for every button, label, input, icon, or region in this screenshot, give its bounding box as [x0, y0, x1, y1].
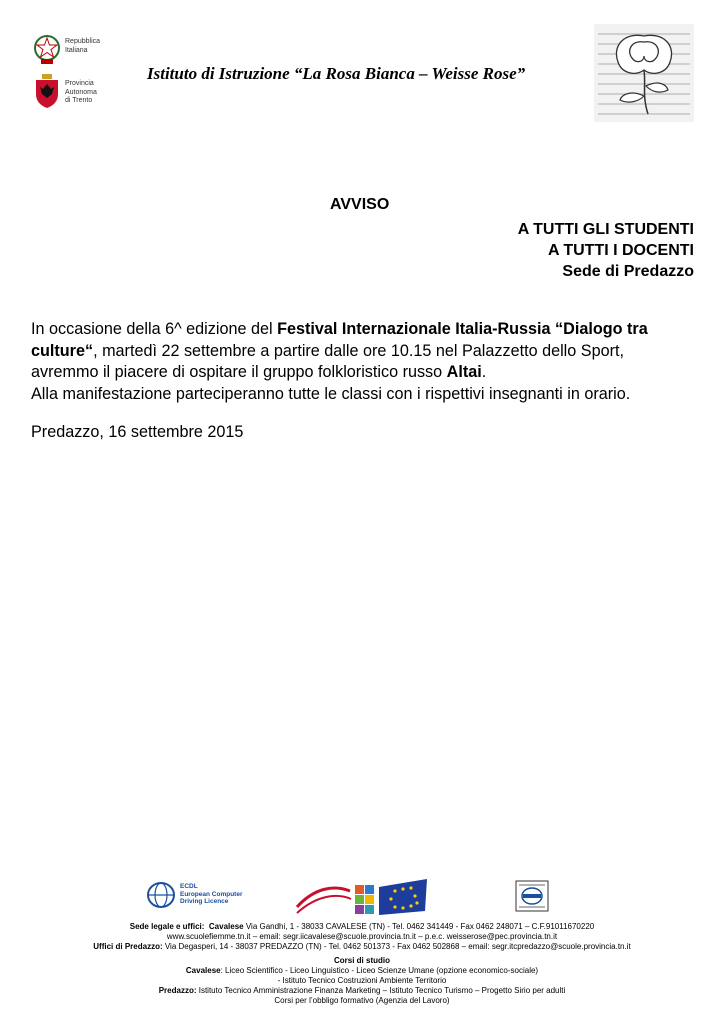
predazzo-details: Via Degasperi, 14 - 38037 PREDAZZO (TN) - Tel. 0462 501373 - Fax 0462 502868 – email: segr.itcpredazzo@scuole.provincia.tn.it [164, 942, 631, 951]
sede-label: Sede legale e uffici: [129, 922, 205, 931]
notice-paragraph-1 [31, 319, 695, 384]
white-rose-logo-icon [594, 24, 694, 122]
predazzo-label: Uffici di Predazzo: [93, 942, 163, 951]
body-text-start: In occasione della 6^ edizione del [31, 320, 278, 338]
republic-emblem-row [33, 32, 123, 66]
italian-republic-emblem-icon [33, 32, 61, 66]
obbligo-line: Corsi per l’obbligo formativo (Agenzia del Lavoro) [274, 996, 450, 1005]
predazzo-courses-label: Predazzo: [158, 986, 197, 995]
institution-emblems [33, 32, 123, 108]
recipient-teachers: A TUTTI I DOCENTI [547, 242, 694, 259]
republic-label: Repubblica Italiana [65, 38, 101, 54]
province-label: Provincia Autonoma di Trento [65, 80, 97, 104]
courses-title: Corsi di studio [334, 956, 390, 965]
sede-city: Cavalese [208, 922, 244, 931]
quality-certification-icon [515, 880, 549, 912]
school-name: Istituto di Istruzione “La Rosa Bianca – Weisse Rose” [147, 64, 526, 83]
footer-web-line: www.scuolefiemme.tn.it – email: segr.iicavalese@scuole.provincia.tn.it – p.e.c. weisserose@pec.provincia.tn.it [166, 932, 558, 941]
notice-body [31, 319, 695, 405]
date-line: Predazzo, 16 settembre 2015 [31, 423, 244, 441]
predazzo-courses-line [0, 986, 724, 996]
cavalese-courses: : Liceo Scientifico - Liceo Linguistico - Liceo Scienze Umane (opzione economico-sociale) [220, 966, 539, 975]
footer-contacts [0, 922, 724, 1006]
ecdl-globe-icon [145, 881, 177, 909]
recipients-block [518, 219, 694, 282]
cavalese-label: Cavalese [185, 966, 221, 975]
body-text-mid: , martedì 22 settembre a partire dalle ore 10.15 nel Palazzetto dello Sport, avremmo il piacere di ospitare il gruppo folkloristico russo [31, 341, 624, 381]
ecdl-logo [145, 881, 260, 909]
footer-logos [145, 877, 565, 917]
footer-sede-line [0, 922, 724, 932]
festival-name: Festival Internazionale Italia-Russia “Dialogo tra culture“ [31, 320, 648, 360]
cavalese-courses-line-2: - Istituto Tecnico Costruzioni Ambiente Territorio [277, 976, 447, 985]
notice-heading: AVVISO [330, 196, 390, 213]
group-name: Altai [446, 363, 482, 381]
sede-details: Via Gandhi, 1 - 38033 CAVALESE (TN) - Tel. 0462 341449 - Fax 0462 248071 – C.F.91011670220 [245, 922, 595, 931]
predazzo-courses: Istituto Tecnico Amministrazione Finanza Marketing – Istituto Tecnico Turismo – Progetto Sirio per adulti [196, 986, 566, 995]
notice-paragraph-2: Alla manifestazione parteciperanno tutte le classi con i rispettivi insegnanti in orario. [31, 384, 631, 403]
recipient-location: Sede di Predazzo [562, 263, 694, 280]
fse-eu-logo-icon [295, 877, 430, 917]
recipient-students: A TUTTI GLI STUDENTI [517, 221, 694, 238]
body-text-end: . [481, 363, 487, 381]
province-emblem-row [33, 74, 123, 108]
cavalese-courses-line [0, 966, 724, 976]
ecdl-text: ECDL European Computer Driving Licence [180, 883, 243, 905]
trento-province-shield-icon [33, 74, 61, 108]
footer-predazzo-line [0, 942, 724, 952]
